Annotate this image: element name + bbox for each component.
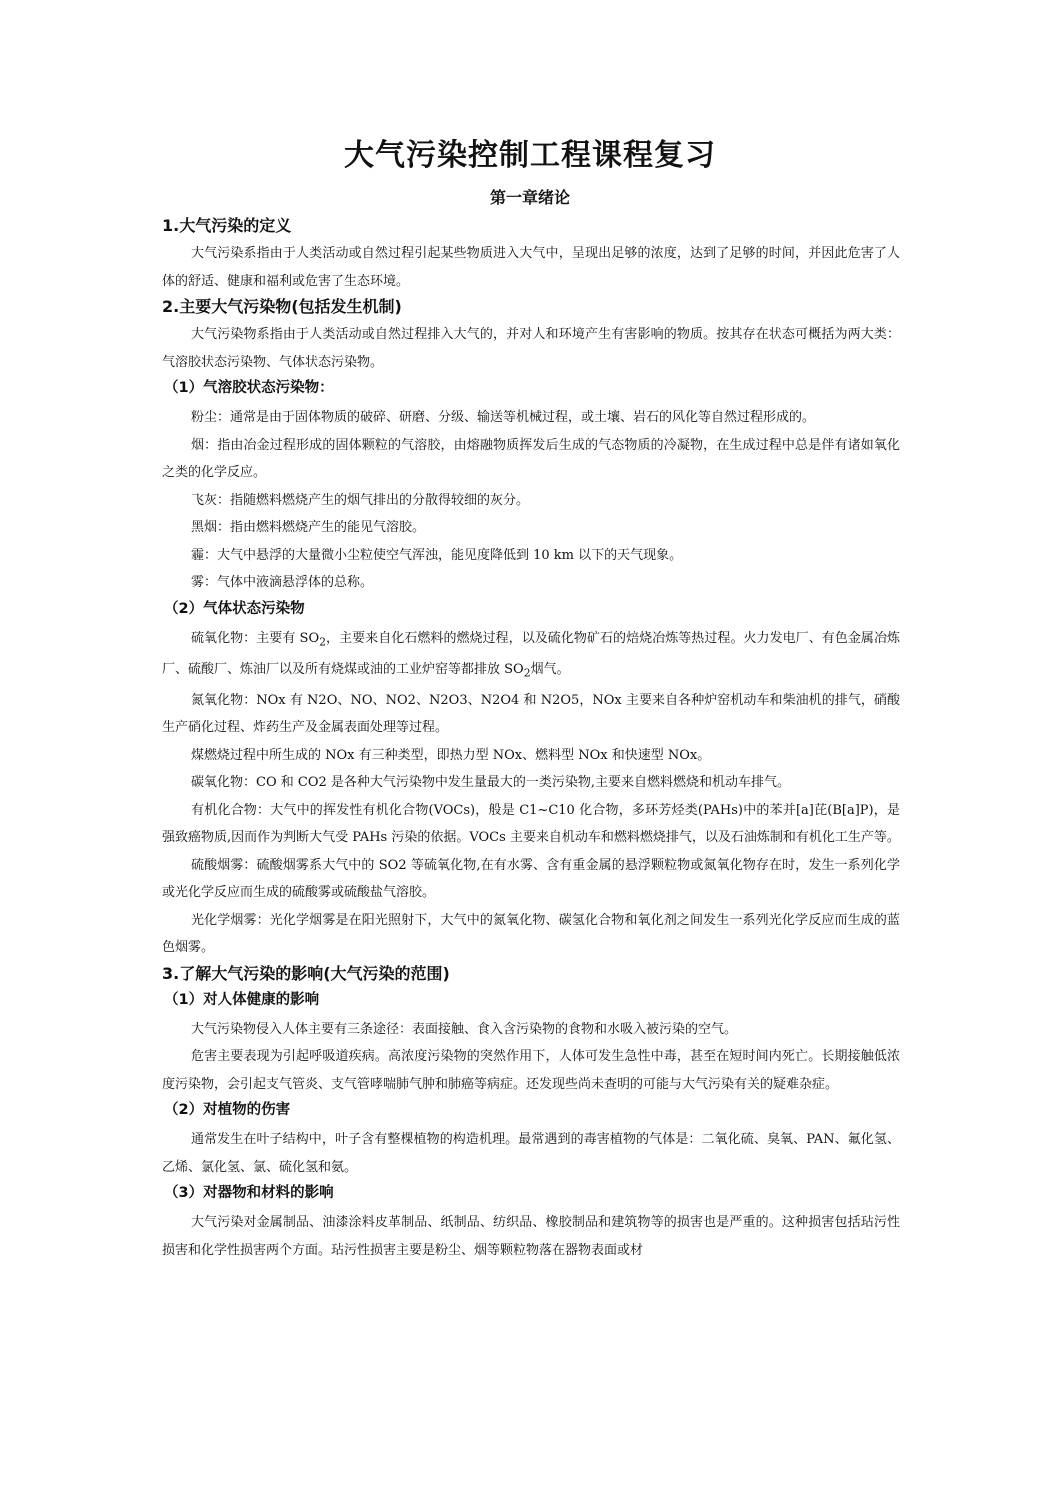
plant-subheading: （2）对植物的伤害: [164, 1102, 291, 1119]
sox-text-a: 硫氧化物：主要有 SO: [191, 630, 320, 646]
sox-text-b: ，主要来自化石燃料的燃烧过程，以及硫化物矿石的焙烧冶炼等热过程。火力发电厂、有色金属冶炼厂、硫酸厂、炼油厂以及所有烧煤或油的工业炉窑等都排放 SO: [162, 630, 900, 677]
intake-route-paragraph: 大气污染物侵入人体主要有三条途径：表面接触、食入含污染物的食物和水吸入被污染的空气。: [191, 1021, 738, 1037]
dust-paragraph: 粉尘：通常是由于固体物质的破碎、研磨、分级、输送等机械过程，或土壤、岩石的风化等自然过程形成的。: [191, 410, 816, 425]
aerosol-subheading: （1）气溶胶状态污染物：: [164, 380, 334, 396]
definition-paragraph: 大气污染系指由于人类活动或自然过程引起某些物质进入大气中，呈现出足够的浓度，达到了足够的时间，并因此危害了人体的舒适、健康和福利或危害了生态环境。: [162, 246, 900, 289]
nox-paragraph: 氮氧化物：NOx 有 N2O、NO、NO2、N2O3、N2O4 和 N2O5，NOx 主要来自各种炉窑机动车和柴油机的排气，硝酸生产硝化过程、炸药生产及金属表面处理等过程。: [162, 692, 900, 736]
chapter-heading: 第一章绪论: [489, 188, 570, 207]
photochemical-smog-paragraph: 光化学烟雾：光化学烟雾是在阳光照射下，大气中的氮氧化物、碳氢化合物和氧化剂之间发生一系列光化学反应而生成的蓝色烟雾。: [162, 912, 900, 956]
sox-text-c: 烟气。: [530, 661, 570, 677]
section-3-heading: 3.了解大气污染的影响(大气污染的范围): [162, 963, 450, 983]
fog-paragraph: 雾：气体中液滴悬浮体的总称。: [191, 575, 374, 590]
flyash-paragraph: 飞灰：指随燃料燃烧产生的烟气排出的分散得较细的灰分。: [191, 492, 530, 508]
nox-types-paragraph: 煤燃烧过程中所生成的 NOx 有三种类型，即热力型 NOx、燃料型 NOx 和快速型 NOx。: [191, 747, 711, 763]
smoke-paragraph: 黑烟：指由燃料燃烧产生的能见气溶胶。: [191, 520, 426, 535]
vocs-paragraph: 有机化合物：大气中的挥发性有机化合物(VOCs)，般是 C1~C10 化合物，多环芳烃类(PAHs)中的苯并[a]芘(B[a]P)，是强致癌物质,因而作为判断大气受 PAHs 污染的依据。VOCs 主要来自机动车和燃料燃烧排气，以及石油炼制和有机化工生产等。: [162, 802, 900, 846]
health-subheading: （1）对人体健康的影响: [164, 991, 320, 1008]
material-damage-paragraph: 大气污染对金属制品、油漆涂料皮革制品、纸制品、纺织品、橡胶制品和建筑物等的损害也是严重的。这种损害包括玷污性损害和化学性损害两个方面。玷污性损害主要是粉尘、烟等颗粒物落在器物表面或材: [162, 1215, 900, 1258]
health-harm-paragraph: 危害主要表现为引起呼吸道疾病。高浓度污染物的突然作用下，人体可发生急性中毒，甚至在短时间内死亡。长期接触低浓度污染物，会引起支气管炎、支气管哮喘肺气肿和肺癌等病症。还发现些尚未查明的可能与大气污染有关的疑难杂症。: [162, 1049, 900, 1092]
cox-paragraph: 碳氧化物：CO 和 CO2 是各种大气污染物中发生量最大的一类污染物,主要来自燃料燃烧和机动车排气。: [191, 775, 791, 791]
plant-damage-paragraph: 通常发生在叶子结构中，叶子含有整棵植物的构造机理。最常遇到的毒害植物的气体是：二氧化硫、臭氧、PAN、氟化氢、乙烯、氯化氢、氯、硫化氢和氨。: [162, 1132, 900, 1175]
document-title: 大气污染控制工程课程复习: [344, 138, 716, 173]
section-1-heading: 1.大气污染的定义: [162, 216, 292, 235]
section-2-heading: 2.主要大气污染物(包括发生机制): [162, 297, 402, 316]
document-body: [162, 214, 900, 1264]
fume-paragraph: 烟：指由冶金过程形成的固体颗粒的气溶胶，由熔融物质挥发后生成的气态物质的冷凝物，在生成过程中总是伴有诸如氧化之类的化学反应。: [162, 437, 900, 480]
material-subheading: （3）对器物和材料的影响: [164, 1185, 334, 1202]
sulfuric-acid-fog-paragraph: 硫酸烟雾：硫酸烟雾系大气中的 SO2 等硫氧化物,在有水雾、含有重金属的悬浮颗粒物或氮氧化物存在时，发生一系列化学或光化学反应而生成的硫酸雾或硫酸盐气溶胶。: [162, 857, 900, 901]
pollutants-intro-paragraph: 大气污染物系指由于人类活动或自然过程排入大气的，并对人和环境产生有害影响的物质。按其存在状态可概括为两大类：气溶胶状态污染物、气体状态污染物。: [162, 327, 900, 370]
haze-paragraph: 霾：大气中悬浮的大量微小尘粒使空气浑浊，能见度降低到 10 km 以下的天气现象。: [191, 547, 683, 563]
gas-subheading: （2）气体状态污染物: [164, 600, 305, 617]
sox-paragraph: 硫氧化物：主要有 $SO_2$，主要来自化石燃料的燃烧过程，以及硫化物矿石的焙烧冶炼等热过程。火力发电厂、有色金属冶炼厂、硫酸厂、炼油厂以及所有烧煤或油的工业炉窑等都排放 $SO_2$烟气。: [162, 630, 900, 680]
